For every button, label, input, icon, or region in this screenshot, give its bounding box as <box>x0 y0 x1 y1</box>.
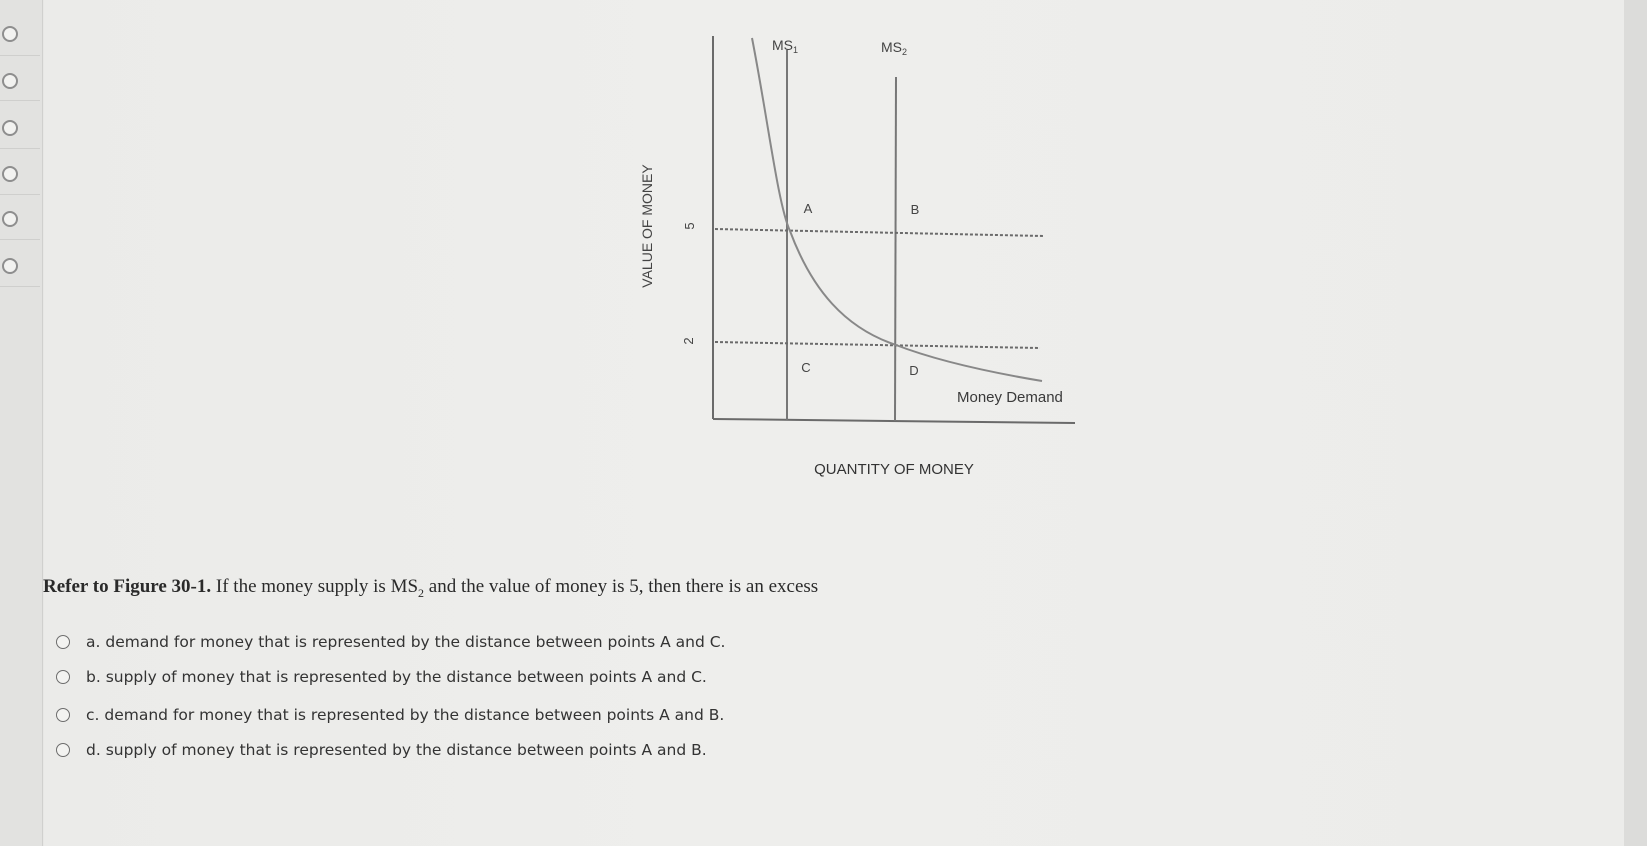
question-body: If the money supply is MS <box>211 576 419 597</box>
value-5-dotted-line <box>715 229 1043 236</box>
question-subscript: 2 <box>418 585 425 600</box>
point-b-label: B <box>910 202 920 217</box>
y-axis-label: VALUE OF MONEY <box>639 164 655 288</box>
x-axis <box>713 419 1075 423</box>
money-demand-curve <box>752 38 1042 381</box>
radio-button-icon[interactable] <box>56 708 70 722</box>
point-c-label: C <box>801 360 811 375</box>
option-label: b. supply of money that is represented by the distance between points A and C. <box>86 668 707 686</box>
value-2-dotted-line <box>715 342 1040 348</box>
tick-label-5: 5 <box>682 222 697 230</box>
x-axis-label: QUANTITY OF MONEY <box>814 461 974 478</box>
option-a[interactable] <box>56 630 725 654</box>
ms1-label: $MS_1$ <box>772 37 799 55</box>
ms2-line <box>895 77 896 421</box>
ms2-label: $MS_2$ <box>881 39 908 57</box>
option-label: a. demand for money that is represented by the distance between points A and C. <box>86 633 726 651</box>
question-body-end: and the value of money is 5, then there is an excess <box>424 576 819 597</box>
radio-button-icon[interactable] <box>56 743 70 757</box>
option-label: c. demand for money that is represented by the distance between points A and B. <box>86 706 725 724</box>
money-demand-label: Money Demand <box>957 389 1063 406</box>
point-a-label: A <box>803 201 813 216</box>
option-c[interactable] <box>56 703 724 727</box>
option-label: d. supply of money that is represented by the distance between points A and B. <box>86 741 707 759</box>
tick-label-2: 2 <box>681 337 696 345</box>
point-d-label: D <box>909 363 919 378</box>
option-b[interactable] <box>56 665 707 689</box>
question-text <box>43 576 1023 601</box>
radio-button-icon[interactable] <box>56 670 70 684</box>
figure-reference: Refer to Figure 30-1. <box>43 576 212 597</box>
radio-button-icon[interactable] <box>56 635 70 649</box>
option-d[interactable] <box>56 738 707 762</box>
